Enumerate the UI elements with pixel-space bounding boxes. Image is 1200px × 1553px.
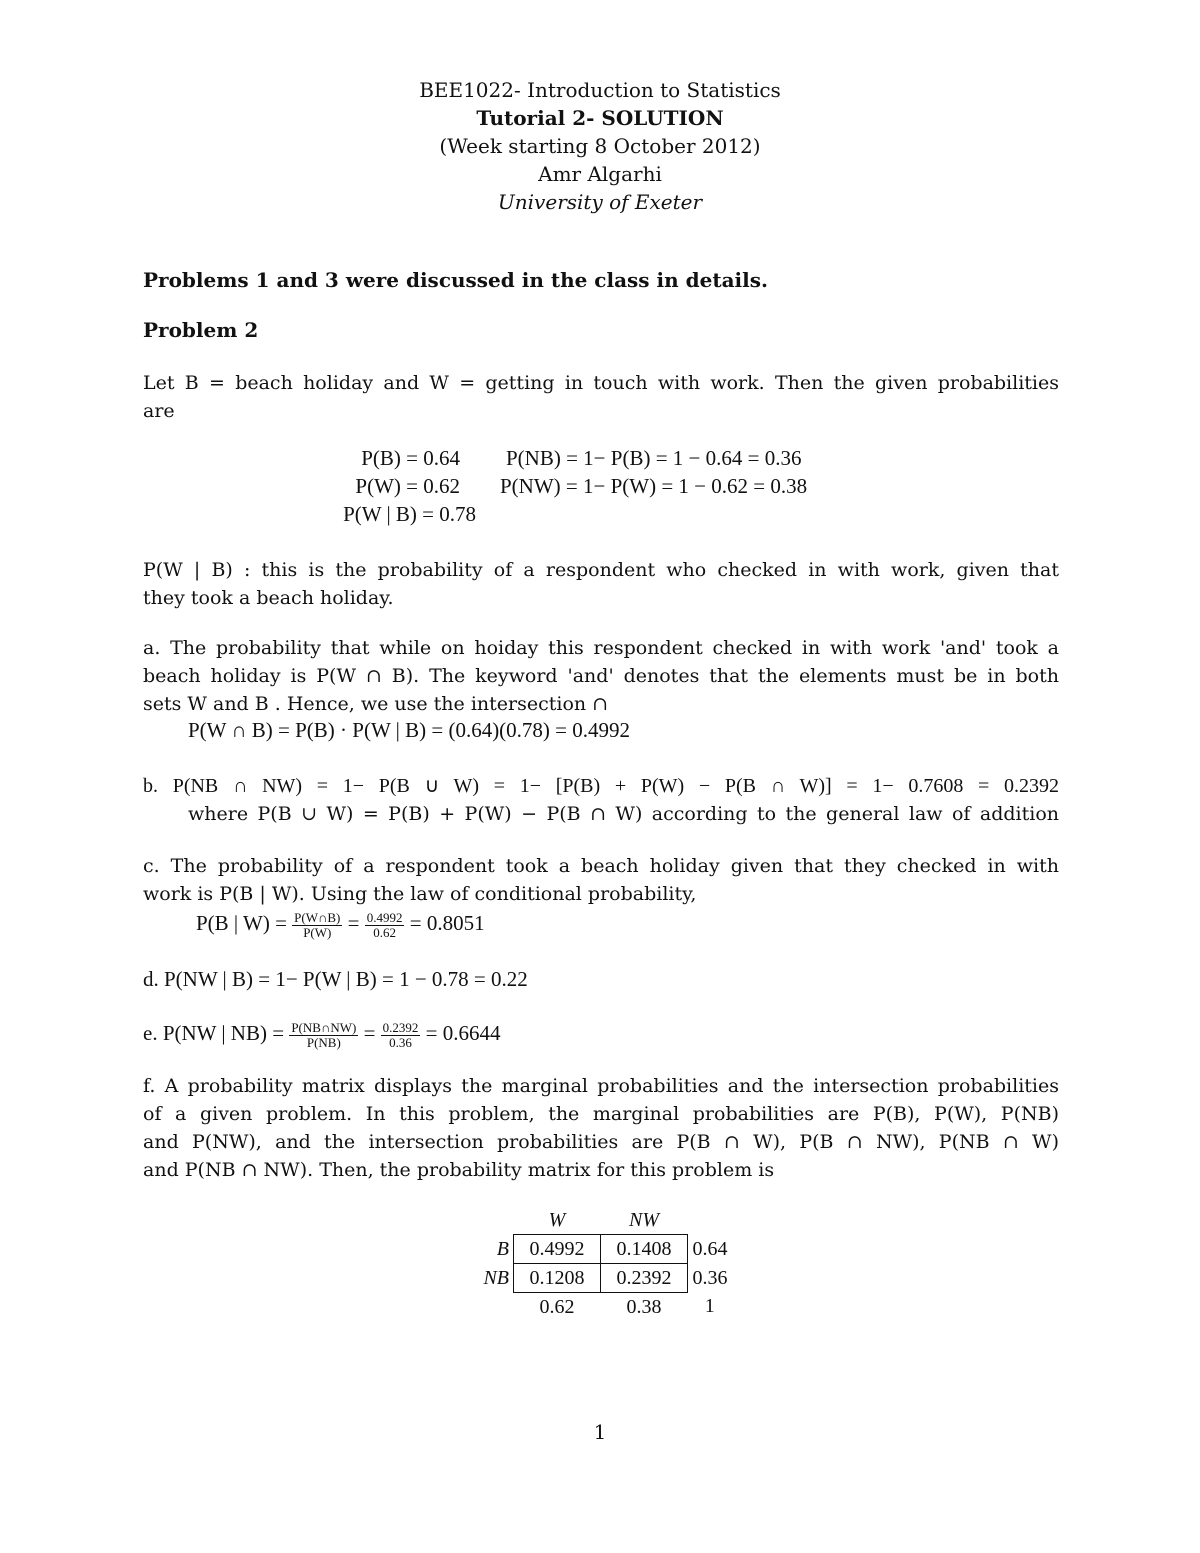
part-e-fraction-1 (289, 1021, 358, 1050)
matrix-row (455, 1235, 732, 1264)
matrix-total: 1 (704, 1295, 715, 1318)
week-line: (Week starting 8 October 2012) (439, 134, 761, 158)
conditional-line-1: P(W | B) : this is the probability of a respondent who checked in with work, given that (143, 559, 1059, 581)
probability-matrix (455, 1206, 732, 1321)
part-e-lhs: e. P(NW | NB) = (143, 1021, 285, 1045)
part-c-equals: = (347, 911, 360, 935)
part-e-equals: = (363, 1021, 376, 1045)
part-c-lhs: P(B | W) = (196, 911, 287, 935)
part-b-line-1: b. P(NB ∩ NW) = 1− P(B ∪ W) = 1− [P(B) + P(W) − P(B ∩ W)] = 1− 0.7608 = 0.2392 (143, 775, 1059, 797)
matrix-col-marginal: 0.62 (539, 1295, 575, 1318)
part-a-line-2: beach holiday is P(W ∩ B). The keyword 'and' denotes that the elements must be in both (143, 665, 1059, 687)
eq-pw: P(W) = 0.62 (355, 474, 460, 498)
part-f-line-3: and P(NW), and the intersection probabilities are P(B ∩ W), P(B ∩ NW), P(NB ∩ W) (143, 1131, 1059, 1153)
part-e-equation (143, 1016, 501, 1050)
eq-pnw: P(NW) = 1− P(W) = 1 − 0.62 = 0.38 (500, 474, 808, 498)
intro-note: Problems 1 and 3 were discussed in the class in details. (143, 268, 768, 292)
matrix-col-header: NW (629, 1208, 659, 1231)
eq-pb: P(B) = 0.64 (361, 446, 460, 470)
matrix-marginal-row (455, 1293, 732, 1322)
part-e-fraction-2 (381, 1021, 421, 1050)
part-f-line-4: and P(NB ∩ NW). Then, the probability matrix for this problem is (143, 1159, 775, 1181)
matrix-row-marginal: 0.36 (692, 1266, 728, 1289)
setup-line-2: are (143, 400, 175, 422)
part-c-result: = 0.8051 (409, 911, 485, 935)
part-c-fraction-2 (365, 911, 405, 940)
part-b-line-2: where P(B ∪ W) = P(B) + P(W) − P(B ∩ W) according to the general law of addition (188, 803, 1059, 825)
matrix-cell: 0.1208 (514, 1264, 601, 1293)
matrix-cell: 0.2392 (601, 1264, 688, 1293)
matrix-cell: 0.1408 (601, 1235, 688, 1264)
part-f-line-2: of a given problem. In this problem, the marginal probabilities are P(B), P(W), P(NB) (143, 1103, 1059, 1125)
part-c-frac1-den: P(W) (303, 924, 332, 940)
matrix-row-label: NB (483, 1266, 509, 1289)
course-title: BEE1022- Introduction to Statistics (419, 78, 781, 102)
part-c-frac1-num: P(W∩B) (294, 909, 341, 925)
problem-heading: Problem 2 (143, 318, 259, 342)
part-a-equation: P(W ∩ B) = P(B) · P(W | B) = (0.64)(0.78) = 0.4992 (188, 718, 631, 742)
part-f-line-1: f. A probability matrix displays the marginal probabilities and the intersection probabilities (143, 1075, 1059, 1097)
tutorial-title: Tutorial 2- SOLUTION (476, 106, 724, 130)
part-c-frac2-num: 0.4992 (366, 909, 403, 925)
matrix-row (455, 1264, 732, 1293)
part-c-frac2-den: 0.62 (373, 924, 396, 940)
part-d-equation: d. P(NW | B) = 1− P(W | B) = 1 − 0.78 = 0.22 (143, 967, 528, 991)
part-e-frac2-num: 0.2392 (382, 1019, 419, 1035)
part-e-frac2-den: 0.36 (389, 1034, 412, 1050)
conditional-line-2: they took a beach holiday. (143, 587, 394, 609)
matrix-col-header: W (548, 1208, 566, 1231)
matrix-row-label: B (496, 1237, 509, 1260)
matrix-corner (455, 1293, 514, 1322)
part-c-fraction-1 (292, 911, 342, 940)
part-e-frac1-num: P(NB∩NW) (291, 1019, 357, 1035)
institution-name: University of Exeter (497, 190, 703, 214)
matrix-corner (688, 1206, 733, 1235)
part-e-result: = 0.6644 (425, 1021, 501, 1045)
part-c-line-2: work is P(B | W). Using the law of conditional probability, (143, 883, 697, 905)
setup-line-1: Let B = beach holiday and W = getting in touch with work. Then the given probabilities (143, 372, 1059, 394)
part-a-line-3: sets W and B . Hence, we use the intersection ∩ (143, 693, 609, 715)
eq-pw-given-b: P(W | B) = 0.78 (343, 502, 476, 526)
part-c-equation (196, 906, 485, 940)
matrix-col-marginal: 0.38 (626, 1295, 662, 1318)
author-name: Amr Algarhi (538, 162, 662, 186)
matrix-corner (455, 1206, 514, 1235)
page-number: 1 (593, 1420, 607, 1444)
matrix-header-row (455, 1206, 732, 1235)
part-a-line-1: a. The probability that while on hoiday this respondent checked in with work 'and' took a (143, 637, 1059, 659)
part-c-line-1: c. The probability of a respondent took a beach holiday given that they checked in with (143, 855, 1059, 877)
matrix-cell: 0.4992 (514, 1235, 601, 1264)
matrix-row-marginal: 0.64 (692, 1237, 728, 1260)
eq-pnb: P(NB) = 1− P(B) = 1 − 0.64 = 0.36 (506, 446, 802, 470)
part-e-frac1-den: P(NB) (306, 1034, 341, 1050)
